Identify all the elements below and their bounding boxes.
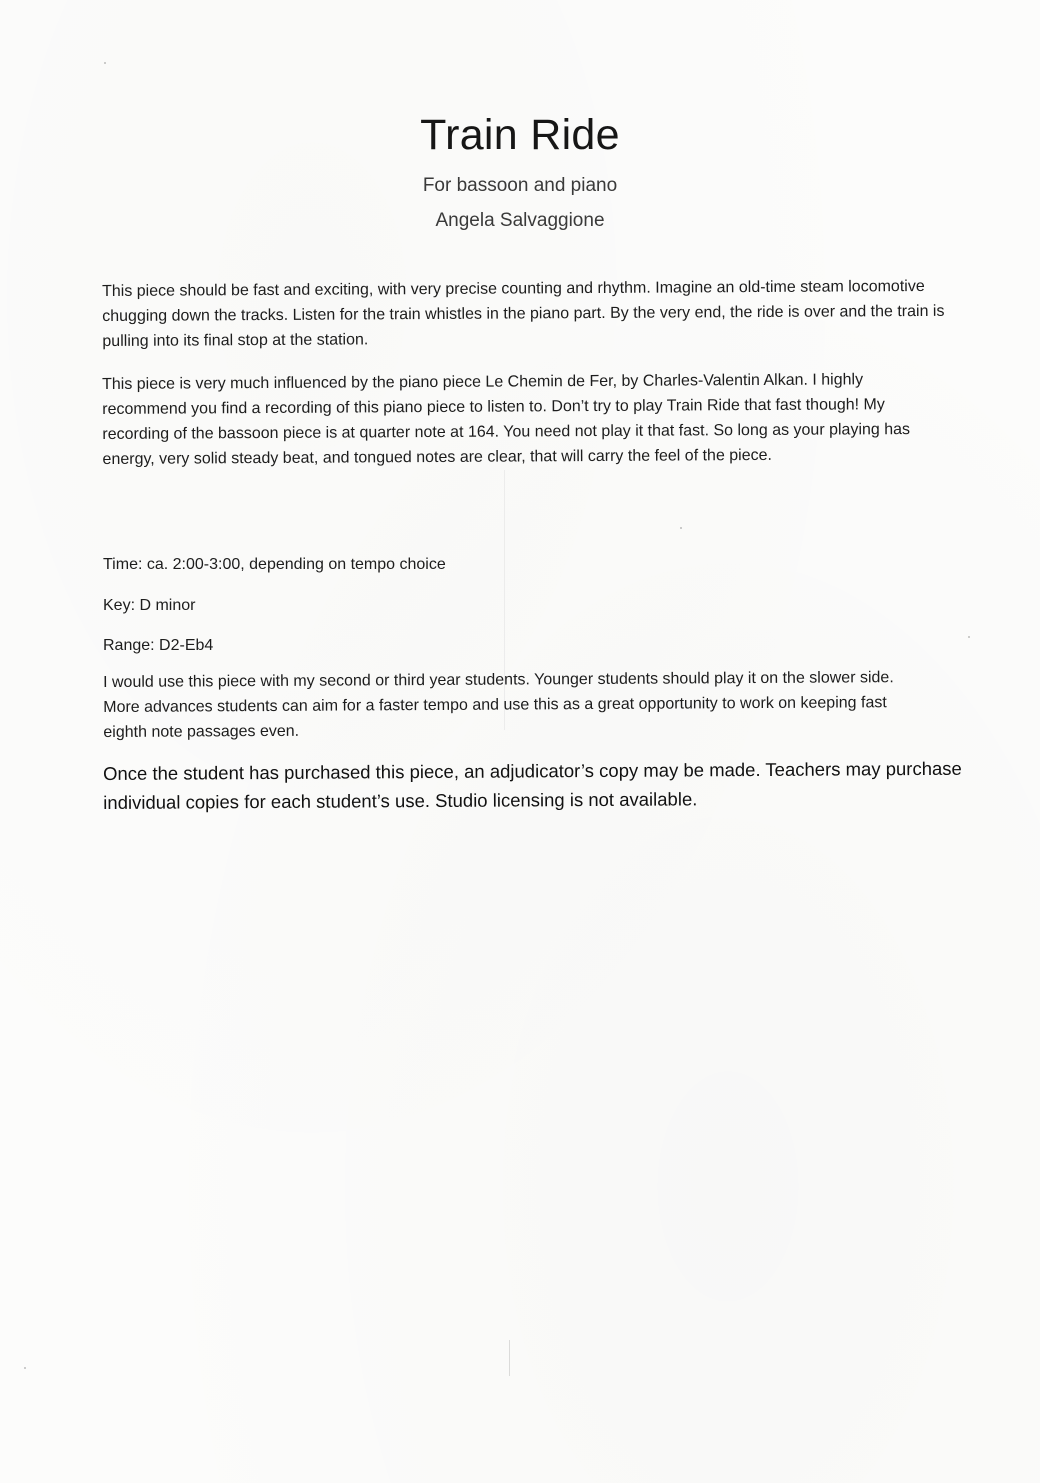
licensing-paragraph: Once the student has purchased this piece, an adjudicator’s copy may be made. Teachers may purchase individual copies for each student’s use. Studio licensing is not available.: [103, 757, 962, 813]
scan-speck: [24, 1367, 26, 1369]
intro-paragraph: This piece should be fast and exciting, with very precise counting and rhythm. Imagine an old-time steam locomotive chugging down the tracks. Listen for the train whistles in the piano part. By the very end, the ride is over and the train is pulling into its final stop at the station.: [102, 277, 945, 350]
instrumentation-subtitle: For bassoon and piano: [422, 175, 618, 196]
composer-name: Angela Salvaggione: [435, 210, 605, 231]
key-line: Key: D minor: [103, 597, 196, 614]
page-title: Train Ride: [420, 111, 620, 159]
scan-speck: [104, 62, 106, 64]
influence-paragraph: This piece is very much influenced by the piano piece Le Chemin de Fer, by Charles-Valentin Alkan. I highly recommend you find a recording of this piano piece to listen to. Don’t try to play Train Ride that fast though! My recording of the bassoon piece is at quarter note at 164. You need not play it that fast. So long as your playing has energy, very solid steady beat, and tongued notes are clear, that will carry the feel of the piece.: [102, 371, 911, 468]
scan-speck: [680, 527, 682, 529]
range-line: Range: D2-Eb4: [103, 637, 214, 654]
duration-line: Time: ca. 2:00-3:00, depending on tempo choice: [103, 556, 446, 573]
scan-speck: [968, 636, 970, 638]
usage-paragraph: I would use this piece with my second or third year students. Younger students should play it on the slower side. More advances students can aim for a faster tempo and use this as a great opportunity to work on keeping fast eighth note passages even.: [103, 669, 894, 741]
scan-mark: [509, 1340, 510, 1376]
